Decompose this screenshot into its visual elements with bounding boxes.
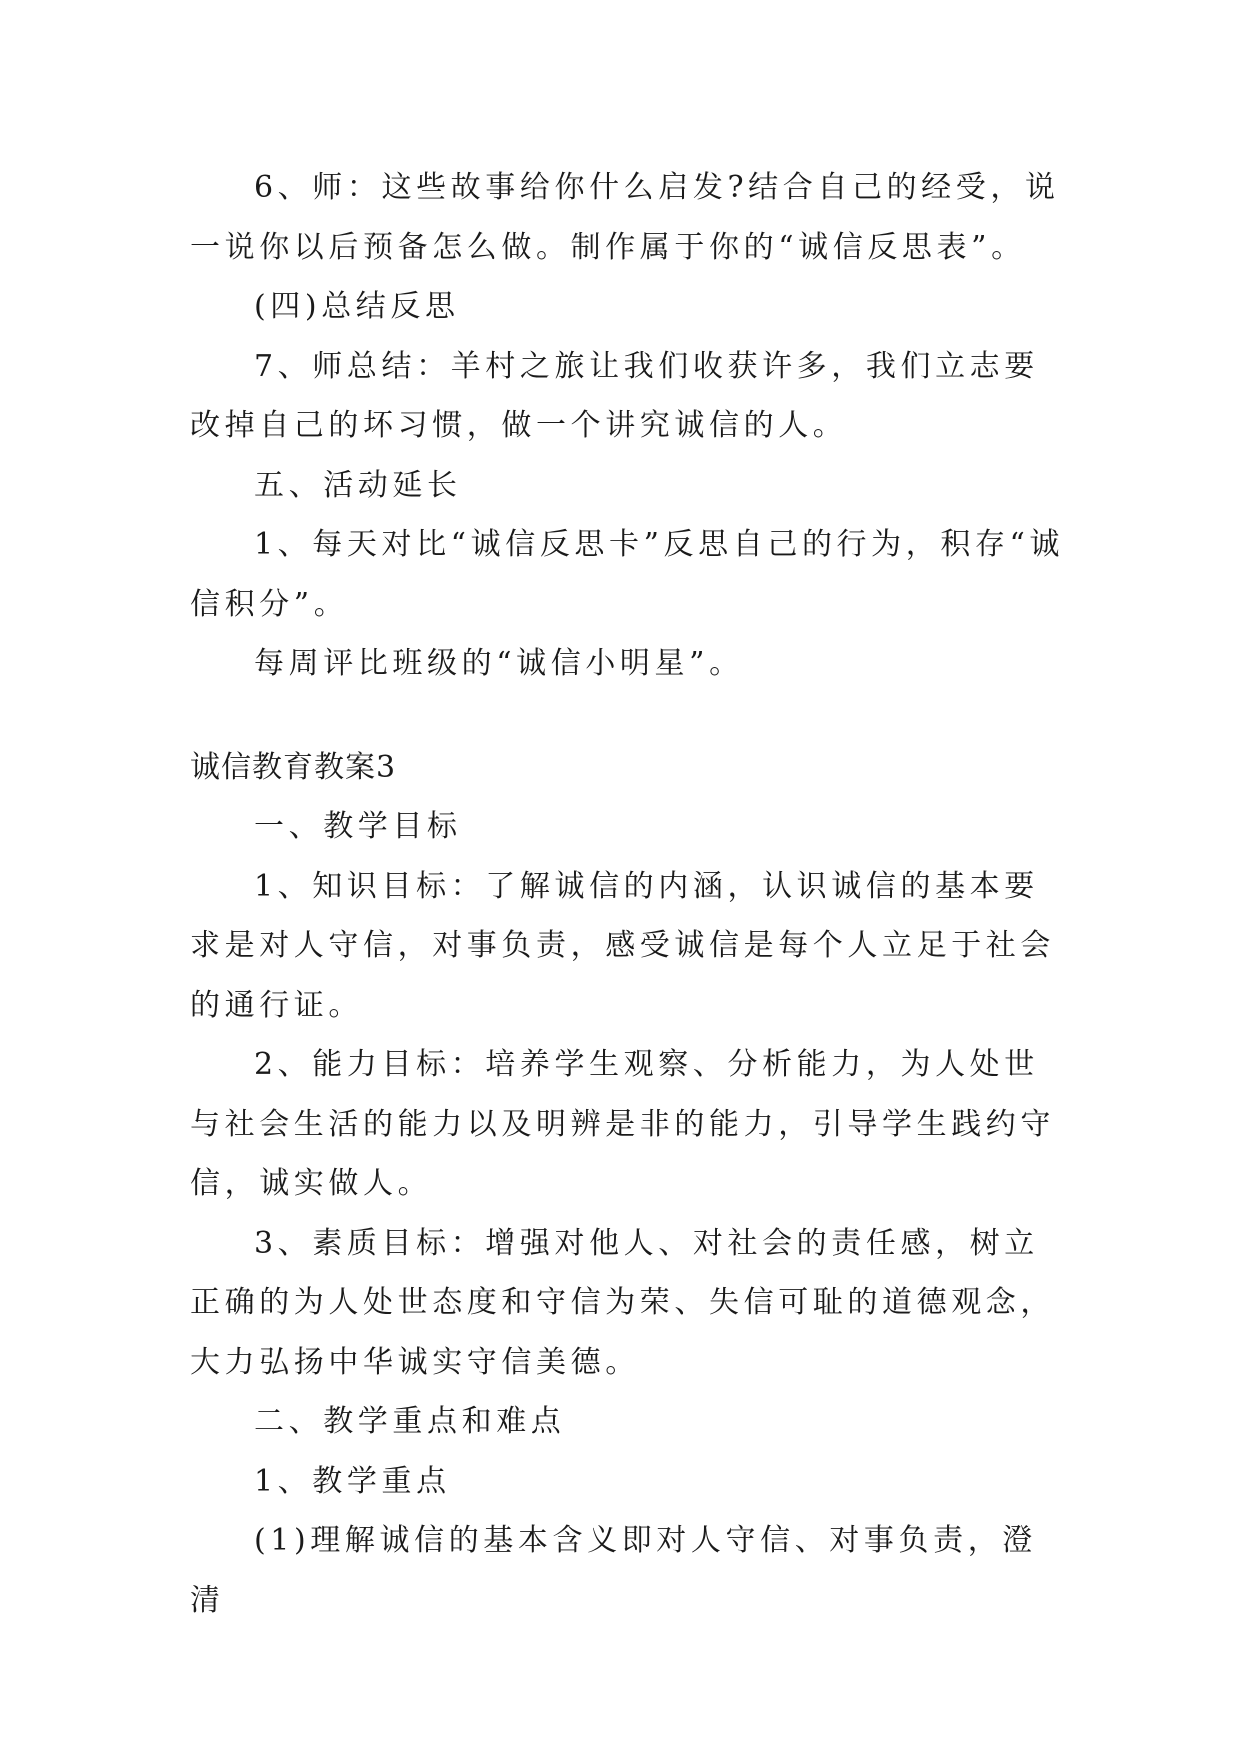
subheading-summary-reflection: (四)总结反思 [254, 289, 460, 324]
paragraph-ability-goal: 2、能力目标：培养学生观察、分析能力，为人处世与社会生活的能力以及明辨是非的能力，引导学生践约守信，诚实做人。 [190, 1047, 1055, 1201]
paragraph-quality-goal: 3、素质目标：增强对他人、对社会的责任感，树立正确的为人处世态度和守信为荣、失信可耻的道德观念，大力弘扬中华诚实守信美德。 [190, 1225, 1055, 1380]
subheading-teaching-focus: 1、教学重点 [254, 1463, 451, 1499]
document-body [190, 158, 1070, 1630]
paragraph-knowledge-goal: 1、知识目标：了解诚信的内涵，认识诚信的基本要求是对人守信，对事负责，感受诚信是每个人立足于社会的通行证。 [190, 868, 1055, 1023]
paragraph-teacher-question: 6、师：这些故事给你什么启发?结合自己的经受，说一说你以后预备怎么做。制作属于你的“诚信反思表”。 [190, 170, 1060, 265]
section-gap [190, 694, 1070, 738]
paragraph-weekly-star: 每周评比班级的“诚信小明星”。 [254, 646, 744, 681]
heading-activity-extension: 五、活动延长 [254, 467, 462, 503]
heading-teaching-goals: 一、教学目标 [254, 809, 462, 844]
paragraph-teacher-summary: 7、师总结：羊村之旅让我们收获许多，我们立志要改掉自己的坏习惯，做一个讲究诚信的人。 [190, 348, 1039, 443]
paragraph-focus-item-1: (1)理解诚信的基本含义即对人守信、对事负责，澄清 [190, 1523, 1037, 1618]
paragraph-daily-reflection: 1、每天对比“诚信反思卡”反思自己的行为，积存“诚信积分”。 [190, 527, 1065, 622]
heading-key-points: 二、教学重点和难点 [254, 1404, 566, 1439]
section-title: 诚信教育教案3 [190, 749, 397, 785]
